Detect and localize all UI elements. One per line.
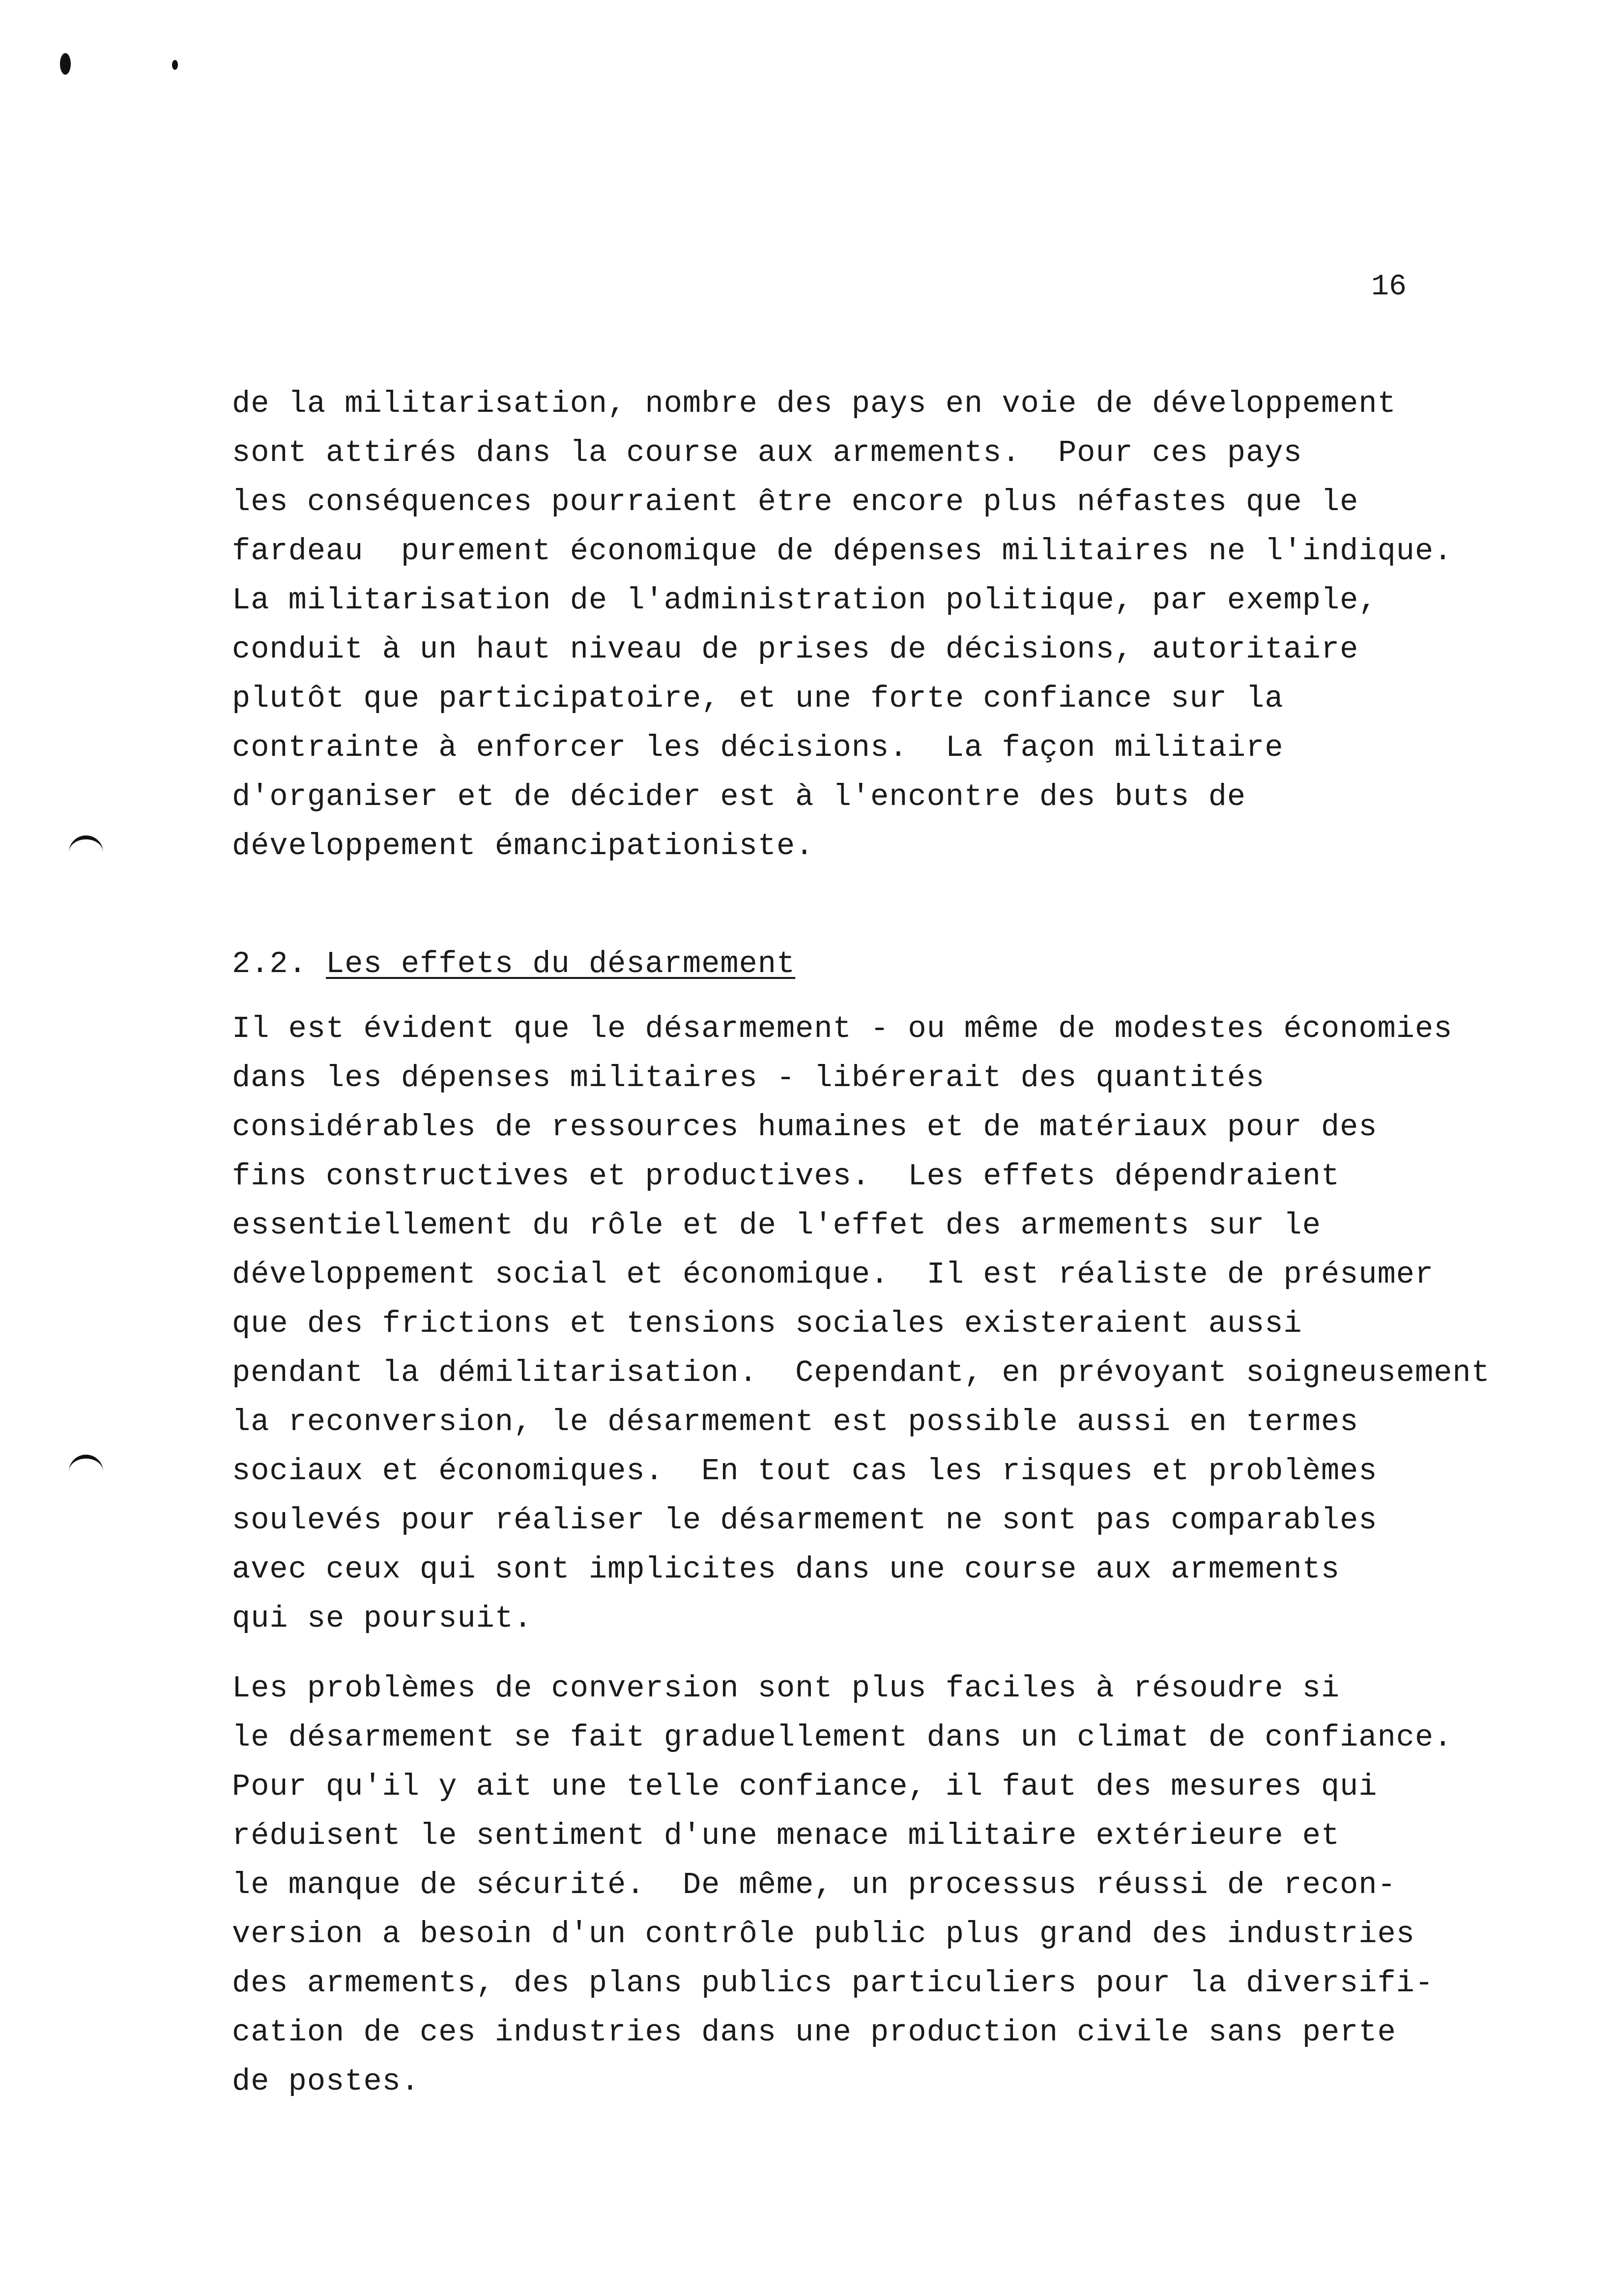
- paragraph-3: [232, 1664, 1588, 2106]
- scan-speck: [60, 53, 71, 75]
- paragraph-1: [232, 379, 1588, 871]
- text-line: développement social et économique. Il est réaliste de présumer: [232, 1257, 1434, 1292]
- text-line: qui se poursuit.: [232, 1601, 533, 1636]
- page-number: 16: [1371, 270, 1407, 304]
- text-line: fardeau purement économique de dépenses militaires ne l'indique.: [232, 534, 1453, 569]
- text-line: cation de ces industries dans une production civile sans perte: [232, 2015, 1396, 2050]
- paragraph-2: [232, 1004, 1588, 1643]
- section-number: 2.2.: [232, 947, 307, 981]
- text-line: de la militarisation, nombre des pays en voie de développement: [232, 386, 1396, 421]
- text-line: fins constructives et productives. Les effets dépendraient: [232, 1159, 1340, 1194]
- text-line: pendant la démilitarisation. Cependant, en prévoyant soigneusement: [232, 1355, 1490, 1390]
- text-line: version a besoin d'un contrôle public plus grand des industries: [232, 1917, 1415, 1952]
- section-title: Les effets du désarmement: [326, 947, 796, 981]
- text-line: La militarisation de l'administration politique, par exemple,: [232, 583, 1378, 618]
- text-line: des armements, des plans publics particuliers pour la diversifi-: [232, 1966, 1434, 2001]
- text-line: d'organiser et de décider est à l'encontre des buts de: [232, 779, 1246, 814]
- text-line: le désarmement se fait graduellement dans un climat de confiance.: [232, 1720, 1453, 1755]
- text-line: de postes.: [232, 2064, 420, 2099]
- text-line: dans les dépenses militaires - libérerait des quantités: [232, 1061, 1265, 1095]
- text-line: Il est évident que le désarmement - ou même de modestes économies: [232, 1011, 1453, 1046]
- text-line: la reconversion, le désarmement est possible aussi en termes: [232, 1405, 1359, 1439]
- text-line: le manque de sécurité. De même, un processus réussi de recon-: [232, 1867, 1396, 1902]
- text-line: soulevés pour réaliser le désarmement ne sont pas comparables: [232, 1503, 1378, 1538]
- text-line: réduisent le sentiment d'une menace militaire extérieure et: [232, 1818, 1340, 1853]
- text-line: développement émancipationiste.: [232, 829, 814, 863]
- text-line: conduit à un haut niveau de prises de décisions, autoritaire: [232, 632, 1359, 667]
- text-line: les conséquences pourraient être encore plus néfastes que le: [232, 485, 1359, 519]
- text-line: contrainte à enforcer les décisions. La façon militaire: [232, 730, 1284, 765]
- text-line: sont attirés dans la course aux armements. Pour ces pays: [232, 435, 1302, 470]
- scan-speck: [172, 60, 178, 70]
- text-line: Pour qu'il y ait une telle confiance, il faut des mesures qui: [232, 1769, 1378, 1804]
- section-heading: [232, 940, 1588, 989]
- margin-mark: [69, 835, 103, 854]
- text-line: essentiellement du rôle et de l'effet des armements sur le: [232, 1208, 1321, 1243]
- text-line: considérables de ressources humaines et de matériaux pour des: [232, 1110, 1378, 1145]
- text-line: sociaux et économiques. En tout cas les risques et problèmes: [232, 1454, 1378, 1489]
- text-line: que des frictions et tensions sociales existeraient aussi: [232, 1306, 1302, 1341]
- margin-mark: [69, 1455, 103, 1473]
- text-line: Les problèmes de conversion sont plus faciles à résoudre si: [232, 1671, 1340, 1706]
- text-line: avec ceux qui sont implicites dans une course aux armements: [232, 1552, 1340, 1587]
- text-line: plutôt que participatoire, et une forte confiance sur la: [232, 681, 1284, 716]
